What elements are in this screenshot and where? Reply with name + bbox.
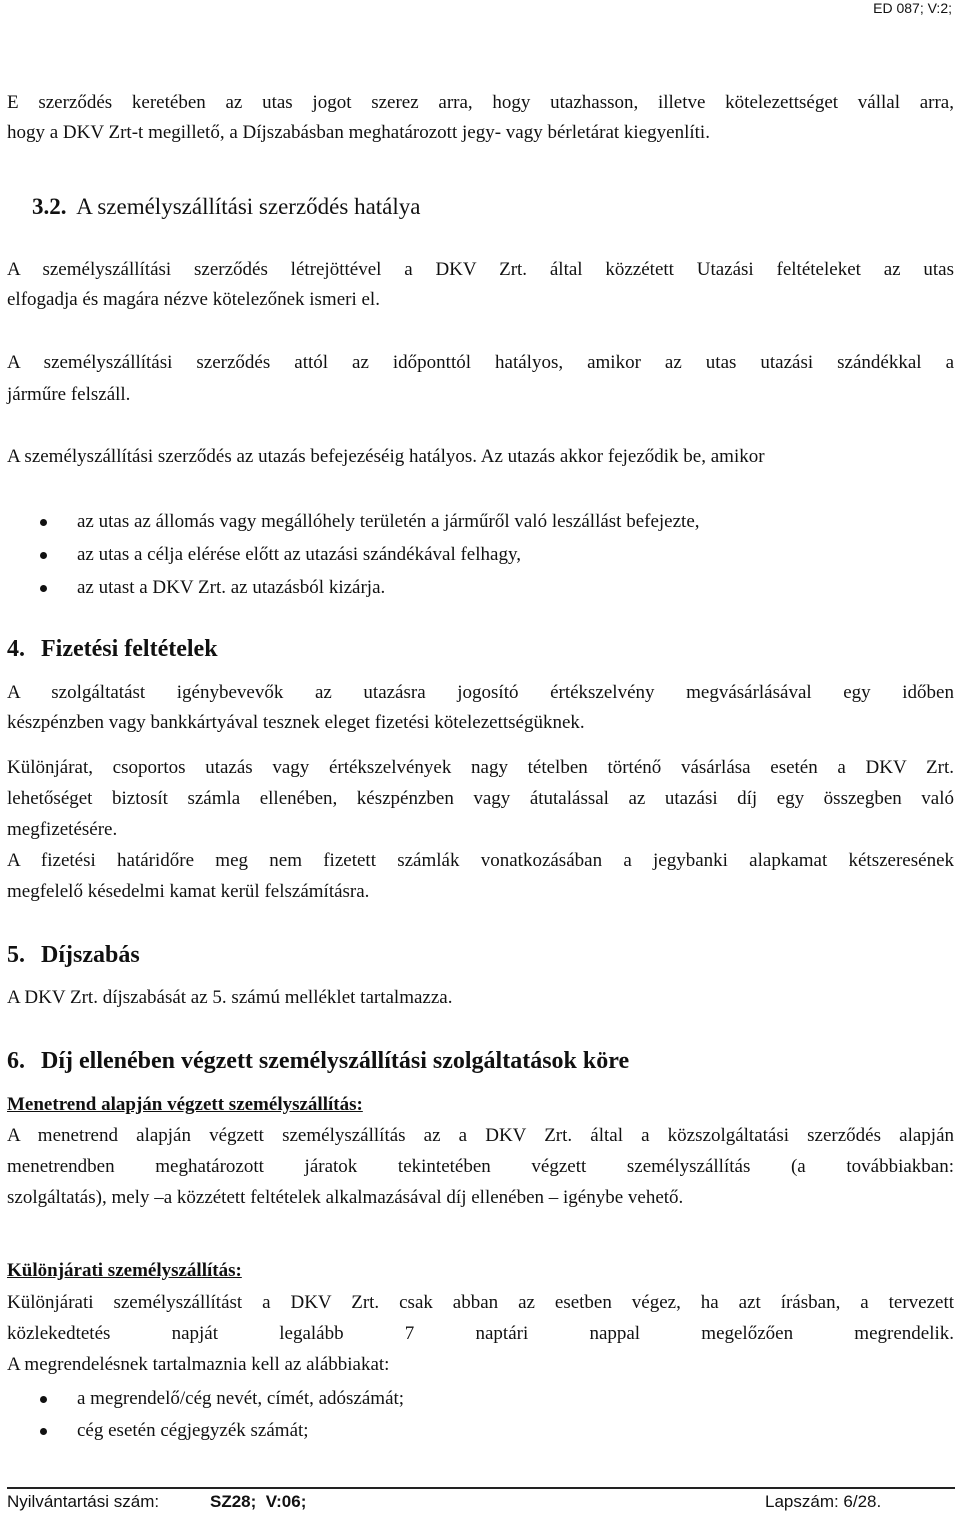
paragraph-line: járműre felszáll. [7, 384, 131, 405]
paragraph-line: szolgáltatás), mely –a közzétett feltételek alkalmazásával díj ellenében – igénybe vehető. [7, 1187, 684, 1208]
paragraph-line: A személyszállítási szerződés az utazás befejezéséig hatályos. Az utazás akkor fejeződik be, amikor [7, 446, 765, 467]
section-number: 4. [7, 636, 25, 662]
footer-divider [7, 1487, 955, 1489]
section-4-heading [7, 636, 218, 663]
paragraph-line: A menetrend alapján végzett személyszállítás az a DKV Zrt. által a közszolgáltatási szerződés alapján [7, 1125, 954, 1146]
footer-registry-label: Nyilvántartási szám: [7, 1492, 160, 1511]
paragraph-line: A DKV Zrt. díjszabását az 5. számú melléklet tartalmazza. [7, 987, 453, 1008]
footer-page-number: Lapszám: 6/28. [765, 1492, 882, 1511]
footer-registry-code: SZ28; V:06; [210, 1492, 307, 1511]
section-number: 5. [7, 942, 25, 968]
paragraph-line: készpénzben vagy bankkártyával tesznek eleget fizetési kötelezettségüknek. [7, 712, 585, 733]
paragraph-line: A fizetési határidőre meg nem fizetett számlák vonatkozásában a jegybanki alapkamat kétszeresének [7, 850, 954, 871]
section-number: 3.2. [32, 194, 67, 219]
subsection-title: Menetrend alapján végzett személyszállítás: [7, 1094, 363, 1115]
paragraph-line: közlekedtetés napját legalább 7 naptári nappal megelőzően megrendelik. [7, 1323, 954, 1344]
paragraph-line: elfogadja és magára nézve kötelezőnek ismeri el. [7, 289, 380, 310]
section-5-heading [7, 942, 140, 969]
section-3-2-heading [32, 194, 420, 220]
intro-line-1: E szerződés keretében az utas jogot szerez arra, hogy utazhasson, illetve kötelezettséget vállal arra, [7, 92, 954, 113]
paragraph-line: A szolgáltatást igénybevevők az utazásra jogosító értékszelvény megvásárlásával egy időben [7, 682, 954, 703]
list-item-text: a megrendelő/cég nevét, címét, adószámát; [77, 1388, 405, 1409]
bullet-icon [40, 1396, 47, 1403]
section-number: 6. [7, 1048, 25, 1074]
bullet-icon [40, 1428, 47, 1435]
section-title: Díj ellenében végzett személyszállítási szolgáltatások köre [41, 1048, 630, 1074]
paragraph-line: Különjárati személyszállítást a DKV Zrt. csak abban az esetben végez, ha azt írásban, a tervezett [7, 1292, 954, 1313]
paragraph-line: lehetőséget biztosít számla ellenében, készpénzben vagy átutalással az utazási díj egy összegben való [7, 788, 954, 809]
paragraph-line: megfelelő késedelmi kamat kerül felszámításra. [7, 881, 370, 902]
section-6-heading [7, 1048, 629, 1075]
paragraph-line: megfizetésére. [7, 819, 118, 840]
bullet-icon [40, 519, 47, 526]
list-item-text: cég esetén cégjegyzék számát; [77, 1420, 309, 1441]
list-item-text: az utas az állomás vagy megállóhely területén a járműről való leszállást befejezte, [77, 511, 700, 532]
paragraph-line: menetrendben meghatározott járatok tekintetében végzett személyszállítás (a továbbiakban: [7, 1156, 954, 1177]
bullet-icon [40, 552, 47, 559]
paragraph-line: A személyszállítási szerződés attól az időponttól hatályos, amikor az utas utazási szándékkal a [7, 352, 954, 373]
paragraph-line: A megrendelésnek tartalmaznia kell az alábbiakat: [7, 1354, 390, 1375]
list-item-text: az utas a célja elérése előtt az utazási szándékával felhagy, [77, 544, 521, 565]
bullet-icon [40, 585, 47, 592]
document-code: ED 087; V:2; [873, 0, 952, 16]
section-title: A személyszállítási szerződés hatálya [76, 194, 421, 219]
list-item-text: az utast a DKV Zrt. az utazásból kizárja. [77, 577, 386, 598]
paragraph-line: A személyszállítási szerződés létrejöttével a DKV Zrt. által közzétett Utazási feltételeket az utas [7, 259, 954, 280]
paragraph-line: Különjárat, csoportos utazás vagy értékszelvények nagy tételben történő vásárlása esetén a DKV Zrt. [7, 757, 954, 778]
section-title: Díjszabás [41, 942, 140, 968]
section-title: Fizetési feltételek [41, 636, 218, 662]
subsection-title: Különjárati személyszállítás: [7, 1260, 242, 1281]
intro-line-2: hogy a DKV Zrt-t megillető, a Díjszabásban meghatározott jegy- vagy bérletárat kiegyenlíti. [7, 122, 710, 143]
